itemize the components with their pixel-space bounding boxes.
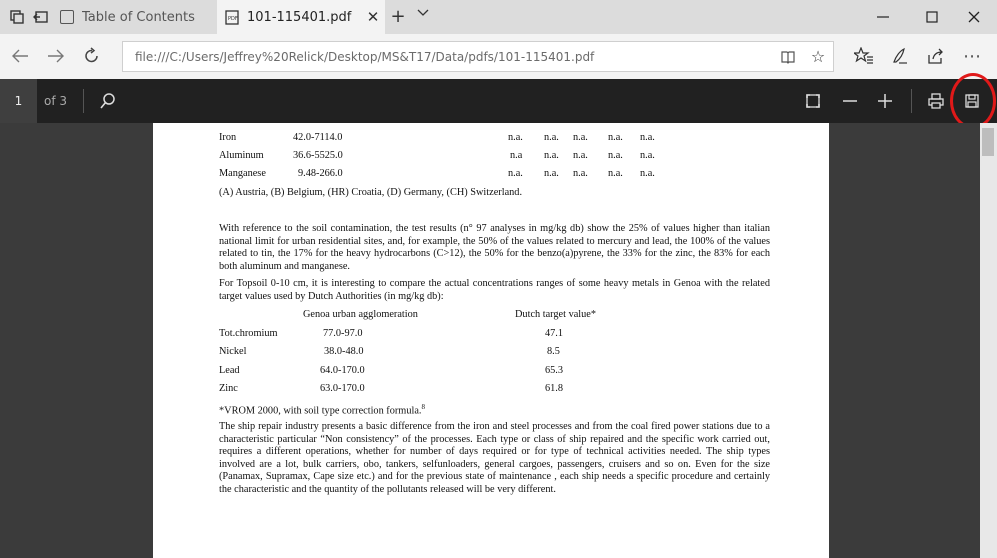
maximize-icon[interactable]	[909, 0, 955, 34]
metal-value: n.a.	[573, 132, 588, 143]
tab-table-of-contents[interactable]	[52, 0, 217, 34]
metal-name: Tot.chromium	[219, 328, 278, 339]
genoa-value: 63.0-170.0	[320, 383, 365, 394]
toolbar-divider	[911, 89, 912, 113]
chevron-down-icon[interactable]	[417, 6, 429, 23]
metal-name: Iron	[219, 132, 237, 143]
address-url[interactable]: file:///C:/Users/Jeffrey%20Relick/Desktop/MS&T17/Data/pdfs/101-115401.pdf	[135, 49, 595, 64]
tab-label: Table of Contents	[82, 9, 195, 25]
paragraph-ship-repair: The ship repair industry presents a basic difference from the iron and steel processes and from the coal fired power stations due to a characteristic particular “Non consistency” of the processes. Each type or class of ship repaired and the specific work carried out, requires a different operations, whether for number of days required or for type of technical activities needed. The ship types involved are a lot, bulk carriers, obo, tankers, selfunloaders, general cargoes, passengers, cruisers and so on. Even for the size (Panamax, Supramax, Cape size etc.) and for the previous state of maintenance , each ship needs a specific procedure and certainly the characteristic and the quantity of the pollutants released will be very different.	[219, 421, 770, 495]
table-header-dutch: Dutch target value*	[515, 309, 597, 320]
dutch-value: 8.5	[547, 346, 560, 357]
dutch-value: 65.3	[545, 365, 564, 376]
more-options-icon[interactable]: ⋯	[963, 45, 981, 67]
dutch-value: 61.8	[545, 383, 564, 394]
tab-pdf[interactable]	[217, 0, 385, 34]
metal-value: n.a.	[544, 150, 559, 161]
page-icon	[60, 10, 74, 24]
page-number-input[interactable]: 1	[0, 79, 37, 123]
countries-note: (A) Austria, (B) Belgium, (HR) Croatia, (D) Germany, (CH) Switzerland.	[219, 187, 523, 198]
vrom-footnote-text: *VROM 2000, with soil type correction formula.	[219, 405, 422, 417]
tab-bar	[0, 0, 997, 34]
metal-value: n.a.	[608, 132, 623, 143]
forward-icon[interactable]	[44, 44, 68, 68]
metal-value: n.a.	[608, 150, 623, 161]
metal-value: n.a.	[573, 150, 588, 161]
share-icon[interactable]	[924, 44, 948, 68]
metal-name: Manganese	[219, 168, 266, 179]
genoa-value: 38.0-48.0	[324, 346, 364, 357]
refresh-icon[interactable]	[80, 44, 104, 68]
vertical-scrollbar[interactable]	[980, 123, 997, 558]
metal-value: n.a.	[608, 168, 623, 179]
metal-value: n.a.	[640, 150, 655, 161]
metal-name: Nickel	[219, 346, 247, 357]
metal-value: n.a.	[508, 168, 523, 179]
metal-value: n.a	[510, 150, 523, 161]
metal-range: 9.48-266.0	[298, 168, 343, 179]
pdf-toolbar	[0, 79, 997, 123]
page-count-label: of 3	[44, 94, 68, 108]
navigation-bar	[0, 34, 997, 79]
zoom-in-icon[interactable]	[873, 89, 897, 113]
metal-value: n.a.	[640, 132, 655, 143]
paragraph-topsoil: For Topsoil 0-10 cm, it is interesting to compare the actual concentrations ranges of some heavy metals in Genoa with the related target values used by Dutch Authorities (in mg/kg db):	[219, 278, 770, 302]
dutch-value: 47.1	[545, 328, 564, 339]
genoa-value: 77.0-97.0	[323, 328, 363, 339]
paragraph-soil-contamination: With reference to the soil contamination, the test results (n° 97 analyses in mg/kg db) show the 25% of values higher than italian national limit for urban residential sites, and, for example, the 50% of the values related to mercury and lead, the 100% of the values related to tin, the 17% for the heavy hydrocarbons (C>12), the 50% for the benzo(a)pyrene, the 33% for the zinc, the 83% for each both aluminum and manganese.	[219, 223, 770, 272]
favorites-hub-icon[interactable]	[852, 44, 876, 68]
genoa-value: 64.0-170.0	[320, 365, 365, 376]
minimize-icon[interactable]	[860, 0, 906, 34]
reading-view-icon[interactable]	[773, 42, 803, 72]
address-bar[interactable]	[122, 41, 834, 72]
metal-range: 36.6-5525.0	[293, 150, 343, 161]
metal-name: Aluminum	[219, 150, 264, 161]
close-tab-icon[interactable]: ✕	[366, 8, 380, 26]
zoom-out-icon[interactable]	[838, 89, 862, 113]
fit-to-page-icon[interactable]	[801, 89, 825, 113]
metal-value: n.a.	[544, 132, 559, 143]
metal-value: n.a.	[573, 168, 588, 179]
footnote-reference: 8	[421, 403, 425, 411]
back-icon[interactable]	[8, 44, 32, 68]
svg-text:PDF: PDF	[228, 15, 238, 22]
metal-name: Zinc	[219, 383, 238, 394]
print-icon[interactable]	[924, 89, 948, 113]
metal-name: Lead	[219, 365, 240, 376]
search-icon[interactable]	[96, 89, 120, 113]
scrollbar-thumb[interactable]	[982, 128, 994, 156]
pdf-page	[153, 123, 829, 558]
close-window-icon[interactable]	[951, 0, 997, 34]
new-tab-icon[interactable]: +	[390, 6, 406, 27]
pdf-file-icon	[225, 10, 239, 25]
table-header-genoa: Genoa urban agglomeration	[303, 309, 418, 320]
red-highlight-circle	[950, 73, 996, 129]
favorite-star-icon[interactable]: ☆	[810, 47, 826, 66]
metal-value: n.a.	[508, 132, 523, 143]
set-aside-tabs-icon[interactable]	[32, 8, 50, 26]
tab-preview-icon[interactable]	[8, 8, 26, 26]
vrom-footnote	[219, 401, 425, 418]
metal-range: 42.0-7114.0	[293, 132, 343, 143]
tab-label: 101-115401.pdf	[247, 9, 352, 25]
web-note-pen-icon[interactable]	[888, 44, 912, 68]
metal-value: n.a.	[544, 168, 559, 179]
metal-value: n.a.	[640, 168, 655, 179]
toolbar-divider	[83, 89, 84, 113]
